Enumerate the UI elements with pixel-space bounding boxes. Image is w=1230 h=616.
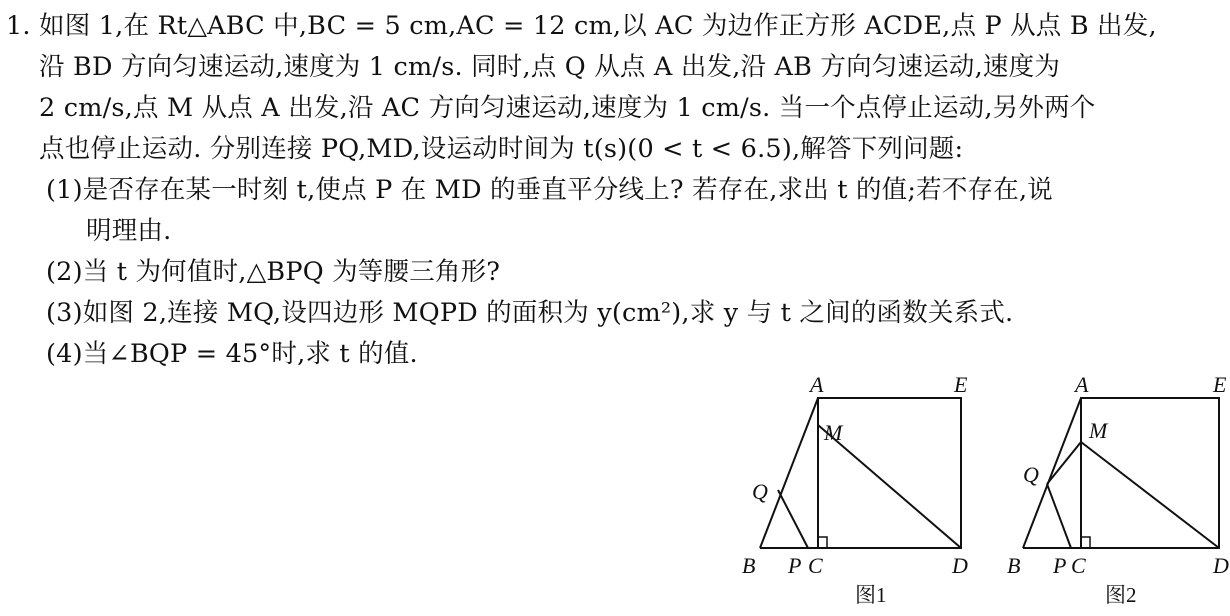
- label-b: B: [1007, 553, 1021, 578]
- label-m: M: [824, 420, 843, 445]
- question-2: (2)当 t 为何值时,△BPQ 为等腰三角形?: [46, 257, 501, 287]
- question-1-continued: 明理由.: [86, 216, 172, 246]
- right-angle-mark: [1081, 537, 1090, 548]
- segment-pq: [1047, 484, 1071, 548]
- label-c: C: [1071, 553, 1086, 578]
- question-1: (1)是否存在某一时刻 t,使点 P 在 MD 的垂直平分线上? 若存在,求出 t 的值;若不存在,说: [46, 175, 1053, 205]
- segment-ab: [760, 398, 818, 548]
- label-e: E: [954, 372, 968, 397]
- figure-1: [730, 362, 980, 612]
- segment-pq: [778, 490, 808, 548]
- problem-line-4: 点也停止运动. 分别连接 PQ,MD,设运动时间为 t(s)(0 < t < 6.5),解答下列问题:: [39, 134, 964, 164]
- label-d: D: [1213, 553, 1229, 578]
- figure-1-caption: 图1: [855, 583, 887, 607]
- label-b: B: [742, 553, 756, 578]
- label-q: Q: [752, 479, 768, 504]
- label-p: P: [1053, 553, 1067, 578]
- problem-line-1: 1. 如图 1,在 Rt△ABC 中,BC = 5 cm,AC = 12 cm,以 AC 为边作正方形 ACDE,点 P 从点 B 出发,: [6, 11, 1157, 41]
- label-a: A: [1075, 372, 1089, 397]
- problem-line-2: 沿 BD 方向匀速运动,速度为 1 cm/s. 同时,点 Q 从点 A 出发,沿 AB 方向匀速运动,速度为: [39, 52, 1061, 82]
- label-m: M: [1089, 418, 1108, 443]
- label-c: C: [808, 553, 823, 578]
- figure-2-caption: 图2: [1105, 583, 1137, 607]
- segment-md: [1081, 442, 1219, 548]
- question-3: (3)如图 2,连接 MQ,设四边形 MQPD 的面积为 y(cm²),求 y 与 t 之间的函数关系式.: [46, 298, 1014, 328]
- label-q: Q: [1023, 462, 1039, 487]
- problem-line-3: 2 cm/s,点 M 从点 A 出发,沿 AC 方向匀速运动,速度为 1 cm/s. 当一个点停止运动,另外两个: [39, 93, 1096, 123]
- label-e: E: [1213, 372, 1227, 397]
- label-d: D: [952, 553, 968, 578]
- segment-mq: [1047, 442, 1081, 484]
- label-a: A: [810, 372, 824, 397]
- figure-2: [995, 362, 1230, 612]
- right-angle-mark: [818, 537, 827, 548]
- question-4: (4)当∠BQP = 45°时,求 t 的值.: [46, 339, 418, 369]
- problem-text: [6, 6, 1226, 375]
- label-p: P: [788, 553, 802, 578]
